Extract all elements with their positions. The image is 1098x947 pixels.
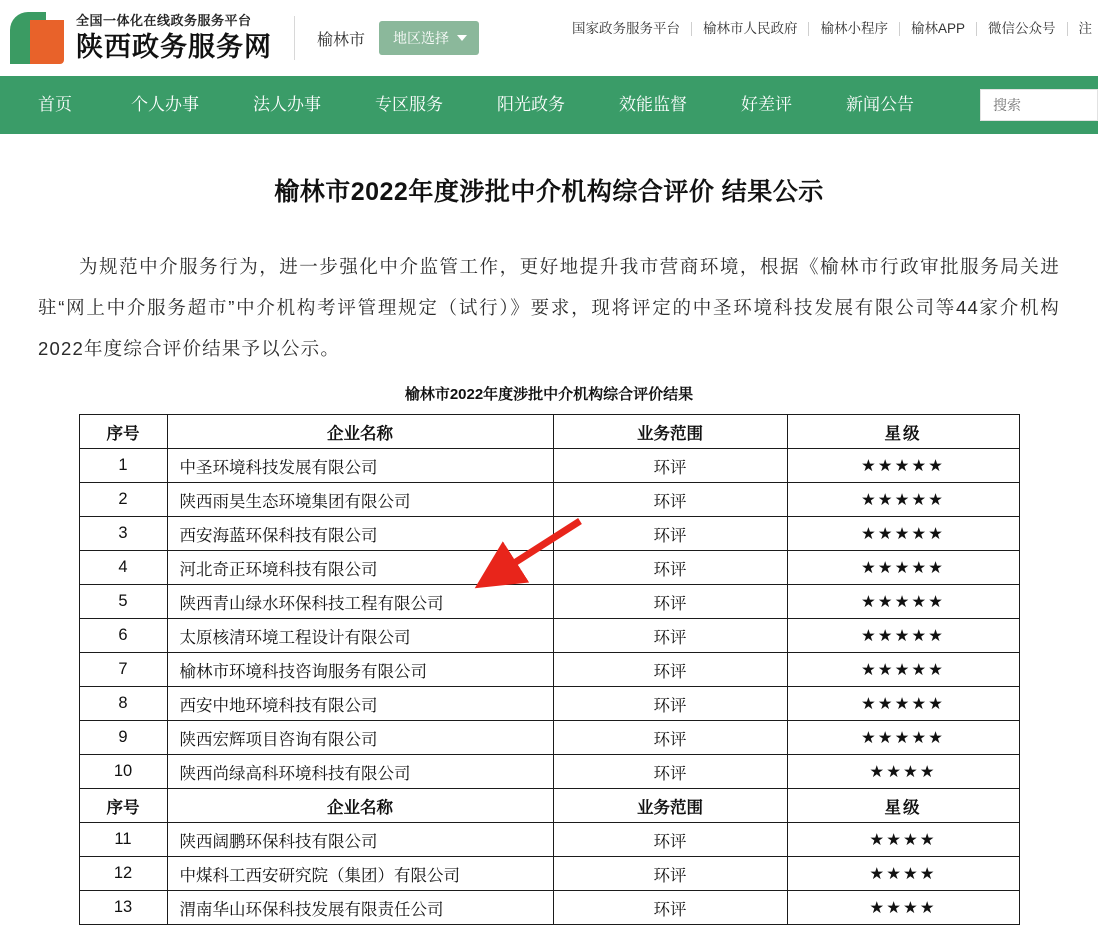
logo-title: 陕西政务服务网 xyxy=(76,32,272,62)
cell-star-rating: ★★★★★ xyxy=(787,449,1019,483)
cell-business-scope: 环评 xyxy=(553,891,787,925)
nav-item-news[interactable]: 新闻公告 xyxy=(846,95,914,114)
search-input[interactable] xyxy=(991,96,1097,114)
cell-star-rating: ★★★★★ xyxy=(787,687,1019,721)
cell-business-scope: 环评 xyxy=(553,755,787,789)
site-header xyxy=(0,0,1098,76)
cell-star-rating: ★★★★★ xyxy=(787,551,1019,585)
table-row xyxy=(79,551,1019,585)
nav-item-sunshine-gov[interactable]: 阳光政务 xyxy=(497,95,565,114)
page-title: 榆林市2022年度涉批中介机构综合评价 结果公示 xyxy=(274,178,824,206)
cell-business-scope: 环评 xyxy=(553,823,787,857)
shaanxi-logo-icon xyxy=(10,10,66,66)
cell-business-scope: 环评 xyxy=(553,687,787,721)
header-business-scope: 业务范围 xyxy=(553,789,787,823)
cell-index: 12 xyxy=(79,857,167,891)
evaluation-results-table xyxy=(79,414,1020,925)
nav-item-legal-entity[interactable]: 法人办事 xyxy=(253,95,321,114)
current-city-label: 榆林市 xyxy=(317,31,366,49)
nav-item-personal[interactable]: 个人办事 xyxy=(131,95,199,114)
header-divider xyxy=(294,16,295,60)
cell-company-name: 榆林市环境科技咨询服务有限公司 xyxy=(167,653,553,687)
table-row xyxy=(79,619,1019,653)
cell-index: 9 xyxy=(79,721,167,755)
cell-company-name: 太原核清环境工程设计有限公司 xyxy=(167,619,553,653)
cell-company-name: 陕西宏辉项目咨询有限公司 xyxy=(167,721,553,755)
table-row xyxy=(79,653,1019,687)
table-header-row xyxy=(79,415,1019,449)
table-header-row-repeat xyxy=(79,789,1019,823)
header-index: 序号 xyxy=(79,789,167,823)
main-navigation xyxy=(0,76,1098,134)
table-row xyxy=(79,517,1019,551)
table-row xyxy=(79,891,1019,925)
cell-star-rating: ★★★★★ xyxy=(787,619,1019,653)
search-box[interactable] xyxy=(980,89,1098,121)
cell-star-rating: ★★★★★ xyxy=(787,721,1019,755)
cell-index: 10 xyxy=(79,755,167,789)
nav-item-zone-service[interactable]: 专区服务 xyxy=(375,95,443,114)
header-star-rating: 星级 xyxy=(787,789,1019,823)
cell-business-scope: 环评 xyxy=(553,653,787,687)
header-quick-links xyxy=(561,22,1098,36)
cell-index: 13 xyxy=(79,891,167,925)
header-business-scope: 业务范围 xyxy=(553,415,787,449)
table-row xyxy=(79,585,1019,619)
cell-index: 11 xyxy=(79,823,167,857)
cell-business-scope: 环评 xyxy=(553,857,787,891)
nav-item-home[interactable]: 首页 xyxy=(38,95,72,114)
cell-star-rating: ★★★★ xyxy=(787,857,1019,891)
cell-index: 3 xyxy=(79,517,167,551)
table-row xyxy=(79,449,1019,483)
table-caption: 榆林市2022年度涉批中介机构综合评价结果 xyxy=(404,386,694,403)
link-yulin-app[interactable]: 榆林APP xyxy=(900,22,977,36)
table-row xyxy=(79,483,1019,517)
article-paragraph-text: 为规范中介服务行为，进一步强化中介监管工作，更好地提升我市营商环境，根据《榆林市行政审批服务局关进驻“网上中介服务超市”中介机构考评管理规定（试行）》要求，现将评定的中圣环境科技发展有限公司等44家介机构2022年度综合评价结果予以公示。 xyxy=(38,256,1060,359)
cell-star-rating: ★★★★★ xyxy=(787,653,1019,687)
link-national-platform[interactable]: 国家政务服务平台 xyxy=(561,22,692,36)
table-row xyxy=(79,687,1019,721)
cell-index: 8 xyxy=(79,687,167,721)
site-logo[interactable] xyxy=(8,10,272,66)
cell-star-rating: ★★★★ xyxy=(787,755,1019,789)
header-company-name: 企业名称 xyxy=(167,415,553,449)
table-row xyxy=(79,823,1019,857)
cell-business-scope: 环评 xyxy=(553,483,787,517)
cell-index: 7 xyxy=(79,653,167,687)
cell-company-name: 西安海蓝环保科技有限公司 xyxy=(167,517,553,551)
cell-star-rating: ★★★★ xyxy=(787,891,1019,925)
cell-business-scope: 环评 xyxy=(553,721,787,755)
header-company-name: 企业名称 xyxy=(167,789,553,823)
link-register[interactable]: 注 xyxy=(1078,21,1092,36)
cell-company-name: 西安中地环境科技有限公司 xyxy=(167,687,553,721)
article-content xyxy=(0,172,1098,925)
cell-index: 4 xyxy=(79,551,167,585)
logo-subtitle: 全国一体化在线政务服务平台 xyxy=(76,13,252,28)
cell-star-rating: ★★★★ xyxy=(787,823,1019,857)
region-select-dropdown[interactable] xyxy=(379,21,479,55)
cell-company-name: 河北奇正环境科技有限公司 xyxy=(167,551,553,585)
cell-business-scope: 环评 xyxy=(553,551,787,585)
cell-company-name: 陕西青山绿水环保科技工程有限公司 xyxy=(167,585,553,619)
chevron-down-icon xyxy=(457,35,467,41)
cell-company-name: 中煤科工西安研究院（集团）有限公司 xyxy=(167,857,553,891)
cell-company-name: 陕西尚绿高科环境科技有限公司 xyxy=(167,755,553,789)
cell-index: 6 xyxy=(79,619,167,653)
link-yulin-miniprogram[interactable]: 榆林小程序 xyxy=(809,22,900,36)
article-paragraph xyxy=(20,246,1078,369)
cell-star-rating: ★★★★★ xyxy=(787,483,1019,517)
header-index: 序号 xyxy=(79,415,167,449)
cell-company-name: 陕西雨昊生态环境集团有限公司 xyxy=(167,483,553,517)
cell-index: 2 xyxy=(79,483,167,517)
cell-company-name: 中圣环境科技发展有限公司 xyxy=(167,449,553,483)
cell-star-rating: ★★★★★ xyxy=(787,517,1019,551)
table-row xyxy=(79,721,1019,755)
cell-index: 1 xyxy=(79,449,167,483)
table-row xyxy=(79,857,1019,891)
table-row xyxy=(79,755,1019,789)
cell-business-scope: 环评 xyxy=(553,449,787,483)
cell-company-name: 渭南华山环保科技发展有限责任公司 xyxy=(167,891,553,925)
cell-company-name: 陕西阔鹏环保科技有限公司 xyxy=(167,823,553,857)
link-wechat-official[interactable]: 微信公众号 xyxy=(977,22,1068,36)
header-star-rating: 星级 xyxy=(787,415,1019,449)
nav-item-efficiency[interactable]: 效能监督 xyxy=(619,95,687,114)
cell-index: 5 xyxy=(79,585,167,619)
link-yulin-government[interactable]: 榆林市人民政府 xyxy=(692,22,810,36)
cell-business-scope: 环评 xyxy=(553,619,787,653)
nav-item-rating[interactable]: 好差评 xyxy=(741,95,792,114)
region-select-label: 地区选择 xyxy=(393,30,450,46)
cell-business-scope: 环评 xyxy=(553,517,787,551)
cell-star-rating: ★★★★★ xyxy=(787,585,1019,619)
cell-business-scope: 环评 xyxy=(553,585,787,619)
